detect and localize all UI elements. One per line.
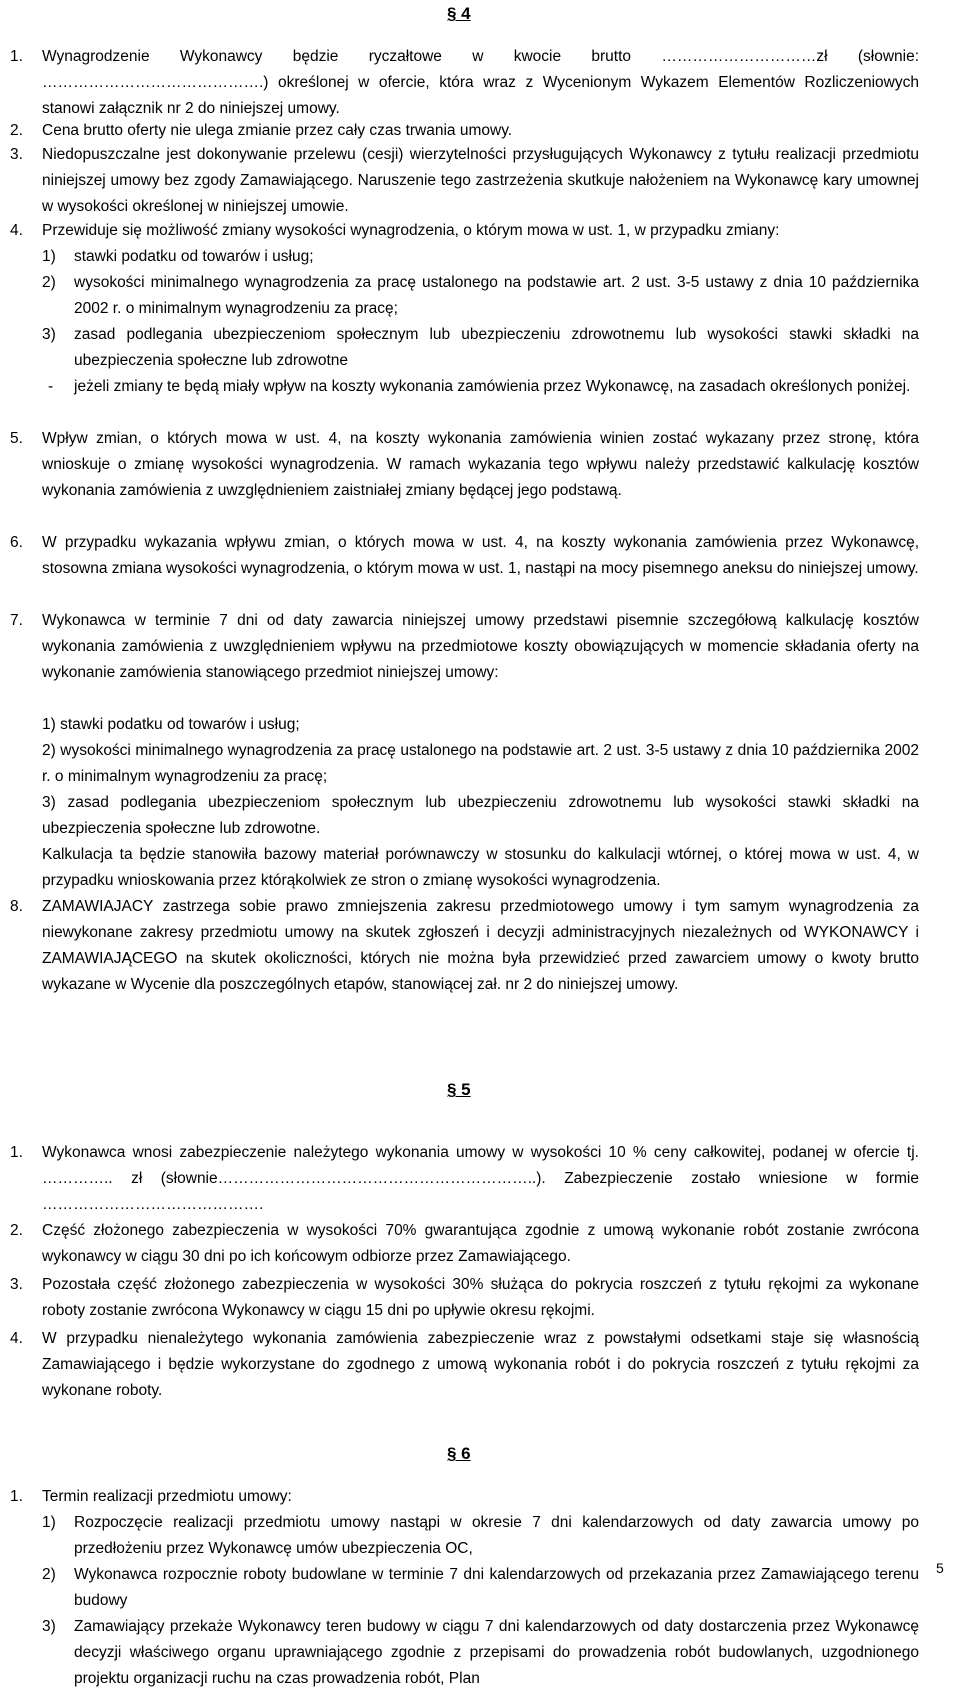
item-number: 1.: [10, 1144, 23, 1161]
item-text: Pozostała część złożonego zabezpieczenia w wysokości 30% służąca do pokrycia roszczeń z tytułu rękojmi za wykonane roboty zostanie zwrócona Wykonawcy w ciągu 15 dni po upływie okresu rękojmi.: [42, 1276, 919, 1319]
item-number: 3.: [10, 146, 23, 163]
s4-subitem-1: [10, 244, 919, 270]
s4-dash-item: [10, 374, 919, 400]
item-number: 1.: [10, 1488, 23, 1505]
item-text: Wykonawca w terminie 7 dni od daty zawarcia niniejszej umowy przedstawi pisemnie szczegółową kalkulację kosztów wykonania zamówienia z uwzględnieniem wpływu na przedmiotowe koszty obowiązujących w momencie składania oferty na wykonanie zamówienia stanowiącego przedmiot niniejszej umowy:: [42, 612, 919, 681]
item-number: 4.: [10, 1330, 23, 1347]
s6-subitem-3: [10, 1614, 919, 1692]
item-number: 3): [42, 1618, 56, 1635]
s4-item-7-sub-1: [10, 712, 919, 738]
s4-subitem-3: [10, 322, 919, 374]
item-text: ZAMAWIAJACY zastrzega sobie prawo zmniejszenia zakresu przedmiotowego umowy i tym samym wynagrodzenia za niewykonane zakresy przedmiotu umowy na skutek zgłoszeń i decyzji administracyjnych niezależnych od WYKONAWCY i ZAMAWIAJĄCEGO na skutek okoliczności, których nie można była przewidzieć przed zawarciem umowy o kwoty brutto wykazane w Wycenie dla poszczególnych etapów, stanowiącej zał. nr 2 do niniejszej umowy.: [42, 898, 919, 993]
item-number: 8.: [10, 898, 23, 915]
item-text: Wykonawca rozpocznie roboty budowlane w terminie 7 dni kalendarzowych od przekazania przez Zamawiającego terenu budowy: [74, 1566, 919, 1609]
item-number: 3.: [10, 1276, 23, 1293]
s6-subitem-2: [10, 1562, 919, 1614]
item-number: 7.: [10, 612, 23, 629]
item-text: wysokości minimalnego wynagrodzenia za pracę ustalonego na podstawie art. 2 ust. 3-5 ustawy z dnia 10 października 2002 r. o minimalnym wynagrodzeniu za pracę;: [42, 742, 920, 785]
item-number: 3): [42, 794, 56, 811]
item-number: 6.: [10, 534, 23, 551]
item-number: 2): [42, 742, 56, 759]
s5-item-2: [10, 1218, 919, 1270]
s4-item-7-sub-2: [42, 738, 919, 790]
item-number: 3): [42, 326, 56, 343]
item-text: wysokości minimalnego wynagrodzenia za pracę ustalonego na podstawie art. 2 ust. 3-5 ustawy z dnia 10 października 2002 r. o minimalnym wynagrodzeniu za pracę;: [74, 274, 919, 317]
s4-item-6: [10, 530, 919, 582]
item-text: zasad podlegania ubezpieczeniom społecznym lub ubezpieczeniu zdrowotnemu lub wysokości stawki składki na ubezpieczenia społeczne lub zdrowotne: [74, 326, 919, 369]
item-text: zasad podlegania ubezpieczeniom społecznym lub ubezpieczeniu zdrowotnemu lub wysokości stawki składki na ubezpieczenia społeczne lub zdrowotne.: [42, 794, 919, 837]
s5-item-3: [10, 1272, 919, 1324]
item-text: Rozpoczęcie realizacji przedmiotu umowy nastąpi w okresie 7 dni kalendarzowych od daty zawarcia umowy po przedłożeniu przez Wykonawcę umów ubezpieczenia OC,: [74, 1514, 919, 1557]
section-heading-5: § 5: [447, 1080, 471, 1099]
s4-item-7: [10, 608, 919, 686]
item-text: Wpływ zmian, o których mowa w ust. 4, na koszty wykonania zamówienia winien zostać wykazany przez stronę, która wnioskuje o zmianę wysokości wynagrodzenia. W ramach wykazania tego wpływu należy przedstawić kalkulację kosztów wykonania zamówienia z uwzględnieniem zaistniałej zmiany będącej jego podstawą.: [42, 430, 919, 499]
item-text: stawki podatku od towarów i usług;: [74, 248, 314, 265]
s5-item-1: [10, 1140, 919, 1218]
item-text: Wykonawca wnosi zabezpieczenie należytego wykonania umowy w wysokości 10 % ceny całkowitej, podanej w ofercie tj. ………….. zł (słownie……………………………………………………..). Zabezpieczenie zostało wniesione w formie …………………………………….: [42, 1144, 919, 1213]
s4-subitem-2: [10, 270, 919, 322]
item-number: 5.: [10, 430, 23, 447]
s6-subitem-1: [10, 1510, 919, 1562]
item-text: Niedopuszczalne jest dokonywanie przelewu (cesji) wierzytelności przysługujących Wykonawcy z tytułu realizacji przedmiotu niniejszej umowy bez zgody Zamawiającego. Naruszenie tego zastrzeżenia skutkuje nałożeniem na Wykonawcę kary umownej w wysokości określonej w niniejszej umowie.: [42, 146, 919, 215]
item-text: Część złożonego zabezpieczenia w wysokości 70% gwarantująca zgodnie z umową wykonanie robót zostanie zwrócona wykonawcy w ciągu 30 dni po ich końcowym odbiorze przez Zamawiającego.: [42, 1222, 919, 1265]
item-number: 1): [42, 716, 56, 733]
item-text: Wynagrodzenie Wykonawcy będzie ryczałtowe w kwocie brutto …………………………zł (słownie: …………………………………….) określonej w ofercie, która wraz z Wycenionym Wykazem Elementów Rozliczeniowych stanowi załącznik nr 2 do niniejszej umowy.: [42, 48, 919, 117]
item-number: 1): [42, 248, 56, 265]
section-heading-6: § 6: [447, 1444, 471, 1463]
item-text: W przypadku nienależytego wykonania zamówienia zabezpieczenie wraz z powstałymi odsetkami staje się własnością Zamawiającego i będzie wykorzystane do zgodnego z umową wykonania robót i do pokrycia roszczeń z tytułu rękojmi za wykonane roboty.: [42, 1330, 919, 1399]
item-number: 2.: [10, 1222, 23, 1239]
item-number: 2.: [10, 122, 23, 139]
item-number: 2): [42, 274, 56, 291]
item-number: 1.: [10, 48, 23, 65]
item-number: 2): [42, 1566, 56, 1583]
item-text: Przewiduje się możliwość zmiany wysokości wynagrodzenia, o którym mowa w ust. 1, w przypadku zmiany:: [42, 222, 780, 239]
section-heading-4: § 4: [447, 4, 471, 23]
s4-item-7-calculation: Kalkulacja ta będzie stanowiła bazowy materiał porównawczy w stosunku do kalkulacji wtórnej, o której mowa w ust. 4, w przypadku wnioskowania przez którąkolwiek ze stron o zmianę wysokości wynagrodzenia.: [42, 846, 919, 889]
s4-item-7-sub-3: [42, 790, 919, 842]
dash-marker: -: [48, 378, 54, 395]
s4-item-3: [10, 142, 919, 220]
s6-item-1: [10, 1484, 919, 1510]
page-number: 5: [936, 1560, 944, 1576]
s4-item-1: [10, 44, 919, 122]
s5-item-4: [10, 1326, 919, 1404]
item-text: Zamawiający przekaże Wykonawcy teren budowy w ciągu 7 dni kalendarzowych od daty dostarczenia przez Wykonawcę decyzji właściwego organu uprawniającego zgodnie z przepisami do prowadzenia robót budowlanych, uzgodnionego projektu organizacji ruchu na czas prowadzenia robót, Plan: [74, 1618, 919, 1687]
item-text: jeżeli zmiany te będą miały wpływ na koszty wykonania zamówienia przez Wykonawcę, na zasadach określonych poniżej.: [74, 378, 911, 395]
s4-item-4: [10, 218, 919, 244]
s4-item-2: [10, 118, 919, 144]
item-text: Termin realizacji przedmiotu umowy:: [42, 1488, 292, 1505]
s4-item-8: [10, 894, 919, 998]
item-text: Cena brutto oferty nie ulega zmianie przez cały czas trwania umowy.: [42, 122, 513, 139]
item-number: 1): [42, 1514, 56, 1531]
item-number: 4.: [10, 222, 23, 239]
item-text: W przypadku wykazania wpływu zmian, o których mowa w ust. 4, na koszty wykonania zamówienia przez Wykonawcę, stosowna zmiana wysokości wynagrodzenia, o którym mowa w ust. 1, nastąpi na mocy pisemnego aneksu do niniejszej umowy.: [42, 534, 919, 577]
s4-item-5: [10, 426, 919, 504]
item-text: stawki podatku od towarów i usług;: [60, 716, 300, 733]
